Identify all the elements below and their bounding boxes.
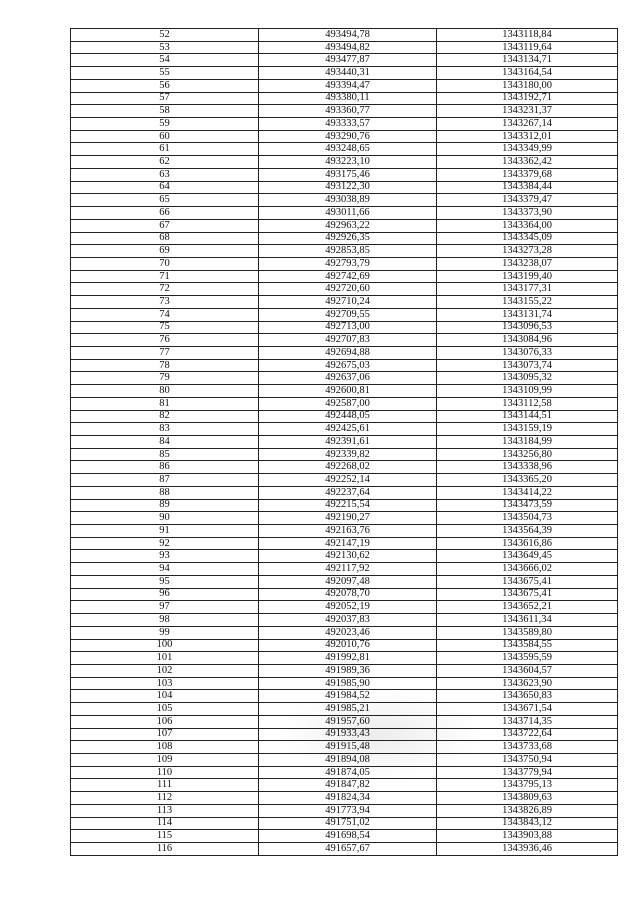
x-coordinate-cell: 491894,08 xyxy=(259,753,437,766)
point-number-cell: 98 xyxy=(71,614,259,627)
table-row xyxy=(71,664,618,677)
x-coordinate-cell: 492023,46 xyxy=(259,626,437,639)
point-number-cell: 114 xyxy=(71,817,259,830)
y-coordinate-cell: 1343073,74 xyxy=(437,359,618,372)
y-coordinate-cell: 1343349,99 xyxy=(437,143,618,156)
point-number-cell: 84 xyxy=(71,436,259,449)
y-coordinate-cell: 1343144,51 xyxy=(437,410,618,423)
x-coordinate-cell: 492709,55 xyxy=(259,308,437,321)
x-coordinate-cell: 492268,02 xyxy=(259,461,437,474)
table-row xyxy=(71,283,618,296)
point-number-cell: 92 xyxy=(71,537,259,550)
y-coordinate-cell: 1343273,28 xyxy=(437,245,618,258)
x-coordinate-cell: 492339,82 xyxy=(259,448,437,461)
y-coordinate-cell: 1343652,21 xyxy=(437,601,618,614)
y-coordinate-cell: 1343750,94 xyxy=(437,753,618,766)
table-body xyxy=(71,29,618,856)
x-coordinate-cell: 492147,19 xyxy=(259,537,437,550)
y-coordinate-cell: 1343177,31 xyxy=(437,283,618,296)
x-coordinate-cell: 491657,67 xyxy=(259,843,437,856)
table-row xyxy=(71,792,618,805)
table-row xyxy=(71,410,618,423)
table-row xyxy=(71,766,618,779)
table-row xyxy=(71,194,618,207)
x-coordinate-cell: 491989,36 xyxy=(259,664,437,677)
x-coordinate-cell: 492252,14 xyxy=(259,474,437,487)
table-row xyxy=(71,843,618,856)
table-row xyxy=(71,626,618,639)
y-coordinate-cell: 1343365,20 xyxy=(437,474,618,487)
point-number-cell: 88 xyxy=(71,486,259,499)
y-coordinate-cell: 1343809,63 xyxy=(437,792,618,805)
x-coordinate-cell: 491992,81 xyxy=(259,652,437,665)
table-row xyxy=(71,461,618,474)
y-coordinate-cell: 1343155,22 xyxy=(437,296,618,309)
table-row xyxy=(71,245,618,258)
y-coordinate-cell: 1343795,13 xyxy=(437,779,618,792)
table-row xyxy=(71,537,618,550)
table-row xyxy=(71,741,618,754)
table-row xyxy=(71,270,618,283)
point-number-cell: 83 xyxy=(71,423,259,436)
y-coordinate-cell: 1343414,22 xyxy=(437,486,618,499)
point-number-cell: 102 xyxy=(71,664,259,677)
x-coordinate-cell: 493223,10 xyxy=(259,156,437,169)
x-coordinate-cell: 492163,76 xyxy=(259,525,437,538)
table-row xyxy=(71,29,618,42)
y-coordinate-cell: 1343722,64 xyxy=(437,728,618,741)
y-coordinate-cell: 1343112,58 xyxy=(437,397,618,410)
x-coordinate-cell: 491915,48 xyxy=(259,741,437,754)
x-coordinate-cell: 491985,21 xyxy=(259,703,437,716)
y-coordinate-cell: 1343164,54 xyxy=(437,67,618,80)
point-number-cell: 55 xyxy=(71,67,259,80)
point-number-cell: 57 xyxy=(71,92,259,105)
y-coordinate-cell: 1343379,47 xyxy=(437,194,618,207)
x-coordinate-cell: 493248,65 xyxy=(259,143,437,156)
y-coordinate-cell: 1343364,00 xyxy=(437,219,618,232)
y-coordinate-cell: 1343564,39 xyxy=(437,525,618,538)
table-row xyxy=(71,436,618,449)
table-row xyxy=(71,359,618,372)
y-coordinate-cell: 1343095,32 xyxy=(437,372,618,385)
point-number-cell: 56 xyxy=(71,79,259,92)
table-row xyxy=(71,118,618,131)
x-coordinate-cell: 491984,52 xyxy=(259,690,437,703)
y-coordinate-cell: 1343584,55 xyxy=(437,639,618,652)
y-coordinate-cell: 1343826,89 xyxy=(437,804,618,817)
y-coordinate-cell: 1343936,46 xyxy=(437,843,618,856)
table-row xyxy=(71,779,618,792)
point-number-cell: 93 xyxy=(71,550,259,563)
point-number-cell: 100 xyxy=(71,639,259,652)
x-coordinate-cell: 492675,03 xyxy=(259,359,437,372)
point-number-cell: 78 xyxy=(71,359,259,372)
y-coordinate-cell: 1343118,84 xyxy=(437,29,618,42)
y-coordinate-cell: 1343649,45 xyxy=(437,550,618,563)
table-row xyxy=(71,563,618,576)
y-coordinate-cell: 1343184,99 xyxy=(437,436,618,449)
y-coordinate-cell: 1343345,09 xyxy=(437,232,618,245)
y-coordinate-cell: 1343134,71 xyxy=(437,54,618,67)
table-row xyxy=(71,219,618,232)
x-coordinate-cell: 491957,60 xyxy=(259,715,437,728)
x-coordinate-cell: 492587,00 xyxy=(259,397,437,410)
table-row xyxy=(71,690,618,703)
table-row xyxy=(71,308,618,321)
table-row xyxy=(71,92,618,105)
coordinates-table xyxy=(70,28,618,856)
table-row xyxy=(71,321,618,334)
point-number-cell: 63 xyxy=(71,168,259,181)
point-number-cell: 77 xyxy=(71,346,259,359)
y-coordinate-cell: 1343714,35 xyxy=(437,715,618,728)
y-coordinate-cell: 1343131,74 xyxy=(437,308,618,321)
table-row xyxy=(71,67,618,80)
point-number-cell: 103 xyxy=(71,677,259,690)
y-coordinate-cell: 1343373,90 xyxy=(437,207,618,220)
point-number-cell: 108 xyxy=(71,741,259,754)
table-row xyxy=(71,130,618,143)
point-number-cell: 73 xyxy=(71,296,259,309)
y-coordinate-cell: 1343733,68 xyxy=(437,741,618,754)
x-coordinate-cell: 493380,11 xyxy=(259,92,437,105)
x-coordinate-cell: 493494,82 xyxy=(259,41,437,54)
point-number-cell: 105 xyxy=(71,703,259,716)
y-coordinate-cell: 1343675,41 xyxy=(437,588,618,601)
y-coordinate-cell: 1343231,37 xyxy=(437,105,618,118)
table-row xyxy=(71,652,618,665)
x-coordinate-cell: 492215,54 xyxy=(259,499,437,512)
point-number-cell: 71 xyxy=(71,270,259,283)
table-row xyxy=(71,588,618,601)
table-row xyxy=(71,54,618,67)
x-coordinate-cell: 492425,61 xyxy=(259,423,437,436)
x-coordinate-cell: 492713,00 xyxy=(259,321,437,334)
point-number-cell: 80 xyxy=(71,385,259,398)
x-coordinate-cell: 493122,30 xyxy=(259,181,437,194)
table-row xyxy=(71,385,618,398)
point-number-cell: 104 xyxy=(71,690,259,703)
point-number-cell: 52 xyxy=(71,29,259,42)
y-coordinate-cell: 1343338,96 xyxy=(437,461,618,474)
y-coordinate-cell: 1343119,64 xyxy=(437,41,618,54)
point-number-cell: 96 xyxy=(71,588,259,601)
y-coordinate-cell: 1343595,59 xyxy=(437,652,618,665)
y-coordinate-cell: 1343384,44 xyxy=(437,181,618,194)
table-row xyxy=(71,486,618,499)
x-coordinate-cell: 492963,22 xyxy=(259,219,437,232)
table-row xyxy=(71,677,618,690)
x-coordinate-cell: 491933,43 xyxy=(259,728,437,741)
point-number-cell: 72 xyxy=(71,283,259,296)
x-coordinate-cell: 491874,05 xyxy=(259,766,437,779)
y-coordinate-cell: 1343671,54 xyxy=(437,703,618,716)
x-coordinate-cell: 492707,83 xyxy=(259,334,437,347)
x-coordinate-cell: 492600,81 xyxy=(259,385,437,398)
point-number-cell: 59 xyxy=(71,118,259,131)
table-row xyxy=(71,397,618,410)
table-row xyxy=(71,232,618,245)
table-row xyxy=(71,181,618,194)
table-row xyxy=(71,499,618,512)
point-number-cell: 69 xyxy=(71,245,259,258)
point-number-cell: 60 xyxy=(71,130,259,143)
y-coordinate-cell: 1343779,94 xyxy=(437,766,618,779)
point-number-cell: 107 xyxy=(71,728,259,741)
x-coordinate-cell: 492448,05 xyxy=(259,410,437,423)
table-row xyxy=(71,550,618,563)
x-coordinate-cell: 492926,35 xyxy=(259,232,437,245)
point-number-cell: 76 xyxy=(71,334,259,347)
point-number-cell: 85 xyxy=(71,448,259,461)
table-row xyxy=(71,334,618,347)
x-coordinate-cell: 493011,66 xyxy=(259,207,437,220)
y-coordinate-cell: 1343238,07 xyxy=(437,257,618,270)
table-row xyxy=(71,156,618,169)
x-coordinate-cell: 492052,19 xyxy=(259,601,437,614)
table-row xyxy=(71,448,618,461)
x-coordinate-cell: 491698,54 xyxy=(259,830,437,843)
x-coordinate-cell: 492190,27 xyxy=(259,512,437,525)
y-coordinate-cell: 1343903,88 xyxy=(437,830,618,843)
x-coordinate-cell: 493440,31 xyxy=(259,67,437,80)
y-coordinate-cell: 1343180,00 xyxy=(437,79,618,92)
y-coordinate-cell: 1343650,83 xyxy=(437,690,618,703)
point-number-cell: 62 xyxy=(71,156,259,169)
table-row xyxy=(71,474,618,487)
y-coordinate-cell: 1343623,90 xyxy=(437,677,618,690)
y-coordinate-cell: 1343843,12 xyxy=(437,817,618,830)
point-number-cell: 94 xyxy=(71,563,259,576)
point-number-cell: 109 xyxy=(71,753,259,766)
point-number-cell: 112 xyxy=(71,792,259,805)
table-row xyxy=(71,715,618,728)
y-coordinate-cell: 1343084,96 xyxy=(437,334,618,347)
table-row xyxy=(71,346,618,359)
y-coordinate-cell: 1343604,57 xyxy=(437,664,618,677)
point-number-cell: 79 xyxy=(71,372,259,385)
x-coordinate-cell: 491773,94 xyxy=(259,804,437,817)
x-coordinate-cell: 492710,24 xyxy=(259,296,437,309)
table-row xyxy=(71,804,618,817)
x-coordinate-cell: 492793,79 xyxy=(259,257,437,270)
point-number-cell: 65 xyxy=(71,194,259,207)
y-coordinate-cell: 1343589,80 xyxy=(437,626,618,639)
x-coordinate-cell: 493333,57 xyxy=(259,118,437,131)
y-coordinate-cell: 1343379,68 xyxy=(437,168,618,181)
point-number-cell: 67 xyxy=(71,219,259,232)
y-coordinate-cell: 1343199,40 xyxy=(437,270,618,283)
table-row xyxy=(71,423,618,436)
table-row xyxy=(71,728,618,741)
x-coordinate-cell: 492637,06 xyxy=(259,372,437,385)
table-row xyxy=(71,296,618,309)
y-coordinate-cell: 1343666,02 xyxy=(437,563,618,576)
y-coordinate-cell: 1343473,59 xyxy=(437,499,618,512)
table-row xyxy=(71,525,618,538)
table-row xyxy=(71,639,618,652)
x-coordinate-cell: 492742,69 xyxy=(259,270,437,283)
table-row xyxy=(71,703,618,716)
y-coordinate-cell: 1343504,73 xyxy=(437,512,618,525)
x-coordinate-cell: 492117,92 xyxy=(259,563,437,576)
x-coordinate-cell: 492037,83 xyxy=(259,614,437,627)
x-coordinate-cell: 493038,89 xyxy=(259,194,437,207)
x-coordinate-cell: 492391,61 xyxy=(259,436,437,449)
point-number-cell: 113 xyxy=(71,804,259,817)
y-coordinate-cell: 1343611,34 xyxy=(437,614,618,627)
x-coordinate-cell: 493477,87 xyxy=(259,54,437,67)
point-number-cell: 89 xyxy=(71,499,259,512)
point-number-cell: 115 xyxy=(71,830,259,843)
y-coordinate-cell: 1343192,71 xyxy=(437,92,618,105)
x-coordinate-cell: 491985,90 xyxy=(259,677,437,690)
x-coordinate-cell: 491847,82 xyxy=(259,779,437,792)
point-number-cell: 74 xyxy=(71,308,259,321)
x-coordinate-cell: 493394,47 xyxy=(259,79,437,92)
table-row xyxy=(71,372,618,385)
point-number-cell: 54 xyxy=(71,54,259,67)
table-row xyxy=(71,207,618,220)
x-coordinate-cell: 492010,76 xyxy=(259,639,437,652)
x-coordinate-cell: 492720,60 xyxy=(259,283,437,296)
point-number-cell: 66 xyxy=(71,207,259,220)
table-row xyxy=(71,257,618,270)
x-coordinate-cell: 493360,77 xyxy=(259,105,437,118)
x-coordinate-cell: 493494,78 xyxy=(259,29,437,42)
y-coordinate-cell: 1343159,19 xyxy=(437,423,618,436)
x-coordinate-cell: 492130,62 xyxy=(259,550,437,563)
point-number-cell: 106 xyxy=(71,715,259,728)
point-number-cell: 99 xyxy=(71,626,259,639)
point-number-cell: 64 xyxy=(71,181,259,194)
table-row xyxy=(71,601,618,614)
table-row xyxy=(71,143,618,156)
y-coordinate-cell: 1343256,80 xyxy=(437,448,618,461)
table-row xyxy=(71,817,618,830)
point-number-cell: 90 xyxy=(71,512,259,525)
table-row xyxy=(71,79,618,92)
y-coordinate-cell: 1343616,86 xyxy=(437,537,618,550)
point-number-cell: 70 xyxy=(71,257,259,270)
y-coordinate-cell: 1343312,01 xyxy=(437,130,618,143)
point-number-cell: 116 xyxy=(71,843,259,856)
table-row xyxy=(71,575,618,588)
y-coordinate-cell: 1343267,14 xyxy=(437,118,618,131)
point-number-cell: 95 xyxy=(71,575,259,588)
y-coordinate-cell: 1343076,33 xyxy=(437,346,618,359)
table-row xyxy=(71,168,618,181)
point-number-cell: 87 xyxy=(71,474,259,487)
point-number-cell: 82 xyxy=(71,410,259,423)
x-coordinate-cell: 491751,02 xyxy=(259,817,437,830)
point-number-cell: 61 xyxy=(71,143,259,156)
x-coordinate-cell: 492097,48 xyxy=(259,575,437,588)
x-coordinate-cell: 492694,88 xyxy=(259,346,437,359)
table-row xyxy=(71,830,618,843)
y-coordinate-cell: 1343675,41 xyxy=(437,575,618,588)
point-number-cell: 97 xyxy=(71,601,259,614)
y-coordinate-cell: 1343362,42 xyxy=(437,156,618,169)
x-coordinate-cell: 491824,34 xyxy=(259,792,437,805)
x-coordinate-cell: 493175,46 xyxy=(259,168,437,181)
point-number-cell: 91 xyxy=(71,525,259,538)
table-row xyxy=(71,105,618,118)
table-row xyxy=(71,41,618,54)
y-coordinate-cell: 1343109,99 xyxy=(437,385,618,398)
point-number-cell: 53 xyxy=(71,41,259,54)
x-coordinate-cell: 492853,85 xyxy=(259,245,437,258)
x-coordinate-cell: 492237,64 xyxy=(259,486,437,499)
y-coordinate-cell: 1343096,53 xyxy=(437,321,618,334)
table-row xyxy=(71,512,618,525)
x-coordinate-cell: 492078,70 xyxy=(259,588,437,601)
x-coordinate-cell: 493290,76 xyxy=(259,130,437,143)
point-number-cell: 68 xyxy=(71,232,259,245)
point-number-cell: 75 xyxy=(71,321,259,334)
point-number-cell: 81 xyxy=(71,397,259,410)
point-number-cell: 110 xyxy=(71,766,259,779)
table-row xyxy=(71,614,618,627)
point-number-cell: 58 xyxy=(71,105,259,118)
point-number-cell: 111 xyxy=(71,779,259,792)
table-row xyxy=(71,753,618,766)
point-number-cell: 101 xyxy=(71,652,259,665)
point-number-cell: 86 xyxy=(71,461,259,474)
